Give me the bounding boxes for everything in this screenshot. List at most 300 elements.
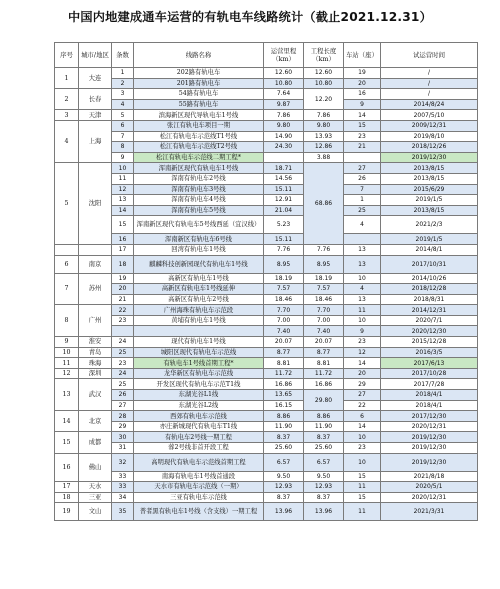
stations-cell: 25 — [344, 205, 381, 216]
trial-date-cell: 2020/5/1 — [381, 482, 478, 493]
table-row — [55, 68, 478, 79]
operating-length-cell: 8.77 — [264, 347, 304, 358]
stations-cell: 14 — [344, 358, 381, 369]
stations-cell: 4 — [344, 284, 381, 295]
line-name-cell: 浑南有轨电车4号线 — [134, 195, 264, 206]
trial-date-cell: 2013/8/15 — [381, 163, 478, 174]
table-row — [55, 315, 478, 326]
stations-cell: 9 — [344, 99, 381, 110]
line-no-cell: 11 — [112, 173, 134, 184]
line-name-cell: 浑南新区有轨电车6号线 — [134, 234, 264, 245]
header-trial-date: 试运营时间 — [381, 43, 478, 68]
city-cell: 天水 — [79, 482, 112, 493]
operating-length-cell: 12.60 — [264, 68, 304, 79]
table-row — [55, 205, 478, 216]
stations-cell: 9 — [344, 326, 381, 337]
city-cell: 成都 — [79, 432, 112, 453]
line-name-cell: 三亚有轨电车示范线 — [134, 492, 264, 503]
stations-cell — [344, 234, 381, 245]
engineering-length-cell: 13.96 — [304, 503, 344, 521]
page-title: 中国内地建成通车运营的有轨电车线路统计（截止2021.12.31） — [67, 10, 432, 24]
line-no-cell: 17 — [112, 244, 134, 255]
line-no-cell: 25 — [112, 347, 134, 358]
line-name-cell: 浑南有轨电车5号线 — [134, 205, 264, 216]
seq-cell: 13 — [55, 379, 79, 411]
line-no-cell: 32 — [112, 453, 134, 471]
line-no-cell: 28 — [112, 411, 134, 422]
operating-length-cell: 10.80 — [264, 78, 304, 89]
stations-cell: 11 — [344, 305, 381, 316]
line-no-cell: 10 — [112, 163, 134, 174]
stations-cell: 10 — [344, 432, 381, 443]
table-row — [55, 337, 478, 348]
table-row — [55, 284, 478, 295]
line-name-cell: 202路有轨电车 — [134, 68, 264, 79]
trial-date-cell: / — [381, 78, 478, 89]
operating-length-cell: 14.90 — [264, 131, 304, 142]
line-name-cell: 龙华新区有轨电车示范线 — [134, 368, 264, 379]
trial-date-cell: 2019/1/5 — [381, 195, 478, 206]
engineering-length-cell: 25.60 — [304, 443, 344, 454]
table-row — [55, 347, 478, 358]
trial-date-cell: 2018/12/28 — [381, 284, 478, 295]
tram-lines-table — [54, 42, 478, 521]
line-name-cell: 开发区现代有轨电车示范T1线 — [134, 379, 264, 390]
trial-date-cell: 2019/12/30 — [381, 432, 478, 443]
line-no-cell: 21 — [112, 294, 134, 305]
table-row — [55, 453, 478, 471]
seq-cell: 18 — [55, 492, 79, 503]
engineering-length-cell: 16.86 — [304, 379, 344, 390]
stations-cell: 23 — [344, 337, 381, 348]
stations-cell: 13 — [344, 255, 381, 273]
table-row — [55, 326, 478, 337]
operating-length-cell: 7.70 — [264, 305, 304, 316]
trial-date-cell: 2018/4/1 — [381, 400, 478, 411]
trial-date-cell: 2013/8/15 — [381, 205, 478, 216]
stations-cell: 23 — [344, 443, 381, 454]
line-name-cell: 张江有轨电车项目一期 — [134, 120, 264, 131]
engineering-length-cell: 8.95 — [304, 255, 344, 273]
seq-cell: 2 — [55, 89, 79, 110]
seq-cell: 17 — [55, 482, 79, 493]
city-cell: 大连 — [79, 68, 112, 89]
trial-date-cell: 2017/7/28 — [381, 379, 478, 390]
table-row — [55, 195, 478, 206]
operating-length-cell: 11.72 — [264, 368, 304, 379]
line-name-cell: 现代有轨电车1号线 — [134, 337, 264, 348]
table-row — [55, 163, 478, 174]
stations-cell: 7 — [344, 184, 381, 195]
line-name-cell — [134, 326, 264, 337]
line-no-cell: 31 — [112, 443, 134, 454]
stations-cell: 22 — [344, 400, 381, 411]
table-row — [55, 482, 478, 493]
table-row — [55, 152, 478, 163]
table-header — [55, 43, 478, 68]
table-row — [55, 305, 478, 316]
operating-length-cell: 14.56 — [264, 173, 304, 184]
line-name-cell: 54路有轨电车 — [134, 89, 264, 100]
operating-length-cell: 8.81 — [264, 358, 304, 369]
table-row — [55, 142, 478, 153]
stations-cell: 13 — [344, 244, 381, 255]
line-name-cell: 浑南新区现代有轨电车1号线 — [134, 163, 264, 174]
line-name-cell: 高明现代有轨电车示范线首期工程 — [134, 453, 264, 471]
stations-cell: 1 — [344, 195, 381, 206]
line-name-cell: 广州海珠有轨电车示范段 — [134, 305, 264, 316]
line-name-cell: 黄埔有轨电车1号线 — [134, 315, 264, 326]
operating-length-cell: 15.11 — [264, 184, 304, 195]
operating-length-cell: 7.57 — [264, 284, 304, 295]
operating-length-cell: 7.86 — [264, 110, 304, 121]
engineering-length-cell: 7.86 — [304, 110, 344, 121]
table-row — [55, 255, 478, 273]
table-row — [55, 492, 478, 503]
trial-date-cell: 2019/12/30 — [381, 453, 478, 471]
line-no-cell: 14 — [112, 205, 134, 216]
city-cell: 深圳 — [79, 368, 112, 379]
trial-date-cell: 2017/6/13 — [381, 358, 478, 369]
line-name-cell: 麒麟科技创新园现代有轨电车1号线 — [134, 255, 264, 273]
table-row — [55, 358, 478, 369]
city-cell: 天津 — [79, 110, 112, 121]
table-row — [55, 400, 478, 411]
line-name-cell: 回湾有轨电车1号线 — [134, 244, 264, 255]
engineering-length-cell: 20.07 — [304, 337, 344, 348]
table-row — [55, 99, 478, 110]
trial-date-cell: 2014/8/1 — [381, 244, 478, 255]
operating-length-cell — [264, 152, 304, 163]
engineering-length-cell: 11.72 — [304, 368, 344, 379]
engineering-length-cell: 12.86 — [304, 142, 344, 153]
table-row — [55, 131, 478, 142]
stations-cell: 21 — [344, 142, 381, 153]
header-line-name: 线路名称 — [134, 43, 264, 68]
stations-cell: 23 — [344, 131, 381, 142]
line-name-cell: 浑南有轨电车3号线 — [134, 184, 264, 195]
seq-cell: 5 — [55, 163, 79, 245]
line-no-cell: 23 — [112, 315, 134, 326]
stations-cell: 26 — [344, 173, 381, 184]
line-no-cell: 6 — [112, 120, 134, 131]
operating-length-cell: 7.64 — [264, 89, 304, 100]
seq-cell: 14 — [55, 411, 79, 432]
line-name-cell: 松江有轨电车示范线二期工程* — [134, 152, 264, 163]
line-no-cell: 24 — [112, 337, 134, 348]
engineering-length-cell: 68.86 — [304, 163, 344, 245]
engineering-length-cell: 12.93 — [304, 482, 344, 493]
operating-length-cell: 7.76 — [264, 244, 304, 255]
operating-length-cell: 18.71 — [264, 163, 304, 174]
trial-date-cell: 2014/8/24 — [381, 99, 478, 110]
engineering-length-cell: 12.60 — [304, 68, 344, 79]
seq-cell: 12 — [55, 368, 79, 379]
stations-cell: 20 — [344, 368, 381, 379]
line-no-cell: 7 — [112, 131, 134, 142]
engineering-length-cell: 29.80 — [304, 390, 344, 411]
trial-date-cell: 2021/2/3 — [381, 216, 478, 234]
line-name-cell: 蓉2号线非首开段工程 — [134, 443, 264, 454]
stations-cell: 11 — [344, 482, 381, 493]
table-row — [55, 411, 478, 422]
engineering-length-cell: 7.70 — [304, 305, 344, 316]
operating-length-cell: 25.60 — [264, 443, 304, 454]
stations-cell: 29 — [344, 379, 381, 390]
trial-date-cell: 2017/10/31 — [381, 255, 478, 273]
operating-length-cell: 24.30 — [264, 142, 304, 153]
trial-date-cell: 2020/12/30 — [381, 326, 478, 337]
operating-length-cell: 15.11 — [264, 234, 304, 245]
line-name-cell: 南海有轨电车1号线首通段 — [134, 471, 264, 482]
trial-date-cell: 2018/8/31 — [381, 294, 478, 305]
header-seq: 序号 — [55, 43, 79, 68]
stations-cell: 10 — [344, 453, 381, 471]
line-name-cell: 松江有轨电车示范线T1号线 — [134, 131, 264, 142]
line-name-cell: 东湖光谷L1线 — [134, 390, 264, 401]
seq-cell: 19 — [55, 503, 79, 521]
trial-date-cell: 2015/6/29 — [381, 184, 478, 195]
city-cell: 沈阳 — [79, 163, 112, 245]
seq-cell: 10 — [55, 347, 79, 358]
operating-length-cell: 12.93 — [264, 482, 304, 493]
engineering-length-cell: 8.86 — [304, 411, 344, 422]
line-no-cell: 2 — [112, 78, 134, 89]
operating-length-cell: 13.65 — [264, 390, 304, 401]
line-no-cell: 20 — [112, 284, 134, 295]
line-no-cell: 4 — [112, 99, 134, 110]
line-no-cell: 19 — [112, 273, 134, 284]
table-row — [55, 294, 478, 305]
engineering-length-cell: 10.80 — [304, 78, 344, 89]
trial-date-cell: 2016/3/5 — [381, 347, 478, 358]
trial-date-cell: 2009/12/31 — [381, 120, 478, 131]
line-no-cell: 35 — [112, 503, 134, 521]
line-no-cell: 12 — [112, 184, 134, 195]
table-row — [55, 379, 478, 390]
stations-cell: 4 — [344, 216, 381, 234]
stations-cell: 20 — [344, 78, 381, 89]
city-cell: 上海 — [79, 120, 112, 162]
city-cell: 武汉 — [79, 379, 112, 411]
header-stations: 车站（座） — [344, 43, 381, 68]
engineering-length-cell: 18.19 — [304, 273, 344, 284]
line-name-cell: 天水市有轨电车示范线（一期） — [134, 482, 264, 493]
engineering-length-cell: 7.57 — [304, 284, 344, 295]
line-no-cell: 24 — [112, 368, 134, 379]
operating-length-cell: 8.95 — [264, 255, 304, 273]
stations-cell: 15 — [344, 120, 381, 131]
operating-length-cell: 8.37 — [264, 432, 304, 443]
line-no-cell: 34 — [112, 492, 134, 503]
engineering-length-cell: 11.90 — [304, 421, 344, 432]
seq-cell: 16 — [55, 453, 79, 482]
trial-date-cell: 2019/8/10 — [381, 131, 478, 142]
engineering-length-cell: 8.81 — [304, 358, 344, 369]
line-no-cell: 33 — [112, 482, 134, 493]
line-name-cell: 高新区有轨电车1号线 — [134, 273, 264, 284]
trial-date-cell: 2014/10/26 — [381, 273, 478, 284]
engineering-length-cell: 13.93 — [304, 131, 344, 142]
line-name-cell: 55路有轨电车 — [134, 99, 264, 110]
seq-cell: 11 — [55, 358, 79, 369]
trial-date-cell: 2019/12/30 — [381, 152, 478, 163]
stations-cell: 10 — [344, 315, 381, 326]
table-row — [55, 503, 478, 521]
table-row — [55, 432, 478, 443]
line-no-cell: 23 — [112, 358, 134, 369]
operating-length-cell: 18.19 — [264, 273, 304, 284]
line-name-cell: 高新区有轨电车1号线延伸 — [134, 284, 264, 295]
trial-date-cell: 2021/3/31 — [381, 503, 478, 521]
stations-cell: 12 — [344, 347, 381, 358]
engineering-length-cell: 7.40 — [304, 326, 344, 337]
city-cell: 三亚 — [79, 492, 112, 503]
stations-cell: 15 — [344, 471, 381, 482]
trial-date-cell: 2007/5/10 — [381, 110, 478, 121]
line-name-cell: 普者黑有轨电车1号线（含支线）一期工程 — [134, 503, 264, 521]
trial-date-cell: 2019/12/30 — [381, 443, 478, 454]
engineering-length-cell: 8.37 — [304, 492, 344, 503]
operating-length-cell: 20.07 — [264, 337, 304, 348]
table-body — [55, 68, 478, 521]
line-no-cell: 30 — [112, 432, 134, 443]
engineering-length-cell: 8.37 — [304, 432, 344, 443]
table-row — [55, 78, 478, 89]
operating-length-cell: 12.91 — [264, 195, 304, 206]
stations-cell: 19 — [344, 68, 381, 79]
line-no-cell: 16 — [112, 234, 134, 245]
trial-date-cell: 2013/8/15 — [381, 173, 478, 184]
engineering-length-cell: 6.57 — [304, 453, 344, 471]
operating-length-cell: 5.23 — [264, 216, 304, 234]
engineering-length-cell: 7.76 — [304, 244, 344, 255]
line-name-cell: 西郊有轨电车示范线 — [134, 411, 264, 422]
city-cell: 长春 — [79, 89, 112, 110]
engineering-length-cell: 9.50 — [304, 471, 344, 482]
line-name-cell: 浑南新区现代有轨电车5号线西延（宜汉线） — [134, 216, 264, 234]
table-row — [55, 216, 478, 234]
header-operating-length: 运营里程（km） — [264, 43, 304, 68]
trial-date-cell: 2017/12/30 — [381, 411, 478, 422]
trial-date-cell: 2021/8/18 — [381, 471, 478, 482]
line-no-cell: 8 — [112, 142, 134, 153]
engineering-length-cell: 12.20 — [304, 89, 344, 110]
operating-length-cell: 16.15 — [264, 400, 304, 411]
table-row — [55, 89, 478, 100]
table-row — [55, 421, 478, 432]
line-no-cell: 1 — [112, 68, 134, 79]
line-no-cell: 22 — [112, 305, 134, 316]
stations-cell: 6 — [344, 411, 381, 422]
stations-cell: 27 — [344, 163, 381, 174]
operating-length-cell: 9.80 — [264, 120, 304, 131]
operating-length-cell: 8.37 — [264, 492, 304, 503]
operating-length-cell: 21.04 — [264, 205, 304, 216]
operating-length-cell: 18.46 — [264, 294, 304, 305]
city-cell: 淮安 — [79, 337, 112, 348]
line-no-cell: 29 — [112, 421, 134, 432]
stations-cell: 16 — [344, 89, 381, 100]
line-name-cell: 有轨电车2号线一期工程 — [134, 432, 264, 443]
trial-date-cell: 2019/1/5 — [381, 234, 478, 245]
trial-date-cell: / — [381, 89, 478, 100]
operating-length-cell: 7.40 — [264, 326, 304, 337]
line-no-cell: 13 — [112, 195, 134, 206]
city-cell: 佛山 — [79, 453, 112, 482]
table-row — [55, 173, 478, 184]
city-cell: 南京 — [79, 255, 112, 273]
operating-length-cell: 9.87 — [264, 99, 304, 110]
stations-cell: 10 — [344, 273, 381, 284]
trial-date-cell: 2020/12/31 — [381, 421, 478, 432]
operating-length-cell: 9.50 — [264, 471, 304, 482]
line-name-cell: 亦庄新城现代有轨电车T1线 — [134, 421, 264, 432]
seq-cell: 9 — [55, 337, 79, 348]
line-name-cell: 浑南有轨电车2号线 — [134, 173, 264, 184]
trial-date-cell: 2014/12/31 — [381, 305, 478, 316]
line-no-cell: 33 — [112, 471, 134, 482]
city-cell: 青岛 — [79, 347, 112, 358]
line-no-cell: 5 — [112, 110, 134, 121]
city-cell: 苏州 — [79, 273, 112, 305]
line-no-cell: 3 — [112, 89, 134, 100]
table-row — [55, 443, 478, 454]
stations-cell: 14 — [344, 421, 381, 432]
stations-cell — [344, 152, 381, 163]
line-no-cell: 27 — [112, 400, 134, 411]
engineering-length-cell: 9.80 — [304, 120, 344, 131]
trial-date-cell: / — [381, 68, 478, 79]
engineering-length-cell: 18.46 — [304, 294, 344, 305]
table-row — [55, 184, 478, 195]
city-cell: 珠海 — [79, 358, 112, 369]
trial-date-cell: 2017/10/28 — [381, 368, 478, 379]
stations-cell: 13 — [344, 294, 381, 305]
header-engineering-length: 工程长度（km） — [304, 43, 344, 68]
trial-date-cell: 2015/12/28 — [381, 337, 478, 348]
seq-cell: 7 — [55, 273, 79, 305]
operating-length-cell: 8.86 — [264, 411, 304, 422]
city-cell: 广州 — [79, 305, 112, 337]
line-no-cell — [112, 326, 134, 337]
line-no-cell: 9 — [112, 152, 134, 163]
line-name-cell: 高新区有轨电车2号线 — [134, 294, 264, 305]
line-no-cell: 26 — [112, 390, 134, 401]
stations-cell: 11 — [344, 503, 381, 521]
city-cell: 北京 — [79, 411, 112, 432]
line-name-cell: 东湖光谷L2线 — [134, 400, 264, 411]
trial-date-cell: 2020/12/31 — [381, 492, 478, 503]
operating-length-cell: 16.86 — [264, 379, 304, 390]
table-row — [55, 368, 478, 379]
seq-cell: 6 — [55, 255, 79, 273]
table-row — [55, 244, 478, 255]
seq-cell: 3 — [55, 110, 79, 121]
trial-date-cell: 2020/7/1 — [381, 315, 478, 326]
line-name-cell: 松江有轨电车示范线T2号线 — [134, 142, 264, 153]
operating-length-cell: 11.90 — [264, 421, 304, 432]
seq-cell: 4 — [55, 120, 79, 162]
line-no-cell: 25 — [112, 379, 134, 390]
table-row — [55, 471, 478, 482]
operating-length-cell: 6.57 — [264, 453, 304, 471]
trial-date-cell: 2018/4/1 — [381, 390, 478, 401]
operating-length-cell: 13.96 — [264, 503, 304, 521]
table-row — [55, 110, 478, 121]
seq-cell: 1 — [55, 68, 79, 89]
line-no-cell: 15 — [112, 216, 134, 234]
